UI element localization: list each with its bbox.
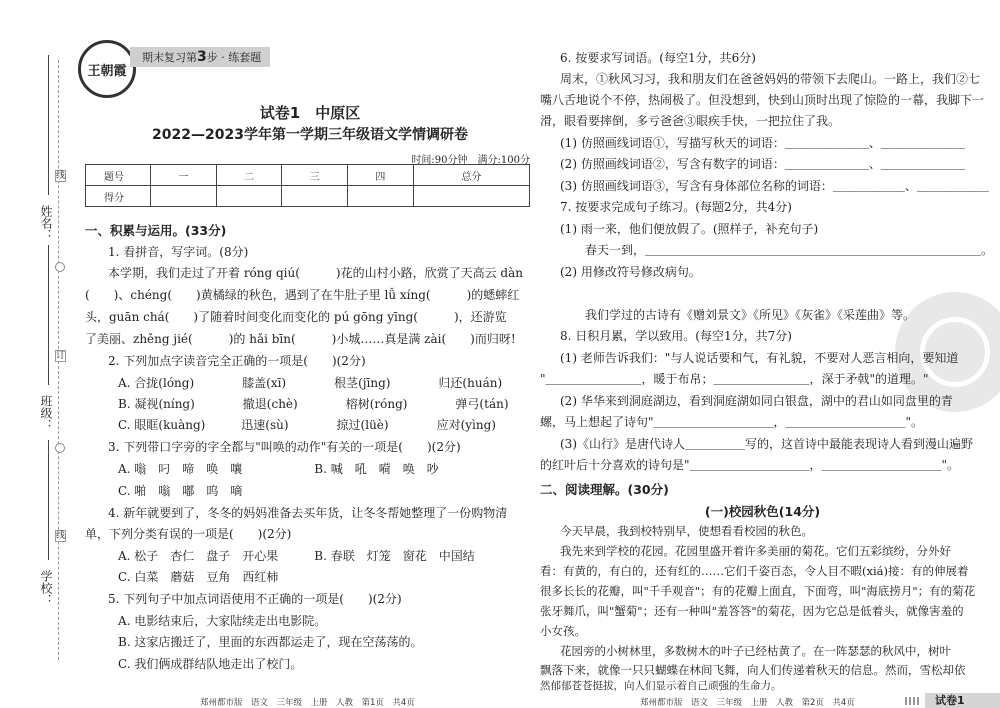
cut-mark: 线 xyxy=(56,171,66,181)
score-table-score-row: 得分 xyxy=(86,186,530,207)
q6-passage: 周末，①秋风习习，我和朋友们在爸爸妈妈的带领下去爬山。一路上，我们②七 xyxy=(560,72,981,86)
reading-line: 小女孩。 xyxy=(540,624,586,638)
class-line xyxy=(48,245,49,385)
reading-line: 然郁郁苍苍挺拔，向人们显示着自己顽强的生命力。 xyxy=(540,680,782,692)
name-label: 姓名： xyxy=(39,205,53,241)
q3-option-c: C. 啪 嗡 嘟 呜 嘀 xyxy=(118,484,243,498)
tab-stripes xyxy=(905,697,919,705)
q1-line: 本学期，我们走过了开着 róng qiú( )花的山村小路，欣赏了天高云 dàn xyxy=(108,266,523,280)
exam-tab: 试卷1 xyxy=(925,693,1000,708)
reading-line: 花园旁的小树林里，多数树木的叶子已经枯黄了。在一阵瑟瑟的秋风中，树叶 xyxy=(560,644,951,658)
score-cell[interactable] xyxy=(216,186,282,207)
q6-passage: 嘴八舌地说个不停，热闹极了。但没想到，快到山顶时出现了惊险的一幕，我脚下一 xyxy=(540,93,985,107)
q2-option-b: B. 凝视(níng) 撤退(chè) 榕树(róng) 弹弓(tán) xyxy=(118,397,509,411)
q2-option-a: A. 合拢(lóng) 膝盖(xī) 根茎(jīng) 归还(huán) xyxy=(118,376,503,390)
q5-option-c: C. 我们俩成群结队地走出了校门。 xyxy=(118,657,303,671)
class-label: 班级： xyxy=(39,395,53,431)
q6-sub1: (1) 仿照画线词语①，写描写秋天的词语：＿＿＿＿＿＿＿、＿＿＿＿＿＿＿ xyxy=(560,136,965,150)
name-line xyxy=(48,55,49,195)
q6-sub2: (2) 仿照画线词语②，写含有数字的词语：＿＿＿＿＿＿＿、＿＿＿＿＿＿＿ xyxy=(560,157,965,171)
footer-right: 郑州都市版 语文 三年级 上册 人教 第2页 共4页 xyxy=(640,698,855,708)
binding-hole xyxy=(55,262,65,272)
binding-hole xyxy=(55,443,65,453)
q2-option-c: C. 眼眶(kuàng) 迅速(sù) 掠过(lüè) 应对(yìng) xyxy=(118,418,496,432)
q7-sub1-answer: 春天一到，＿＿＿＿＿＿＿＿＿＿＿＿＿＿＿＿＿＿＿＿＿＿＿＿＿＿＿＿。 xyxy=(585,243,994,257)
score-cell[interactable] xyxy=(413,186,529,207)
section-two-heading: 二、阅读理解。(30分) xyxy=(540,482,669,497)
cut-mark: 订 xyxy=(56,351,66,361)
paper-title: 试卷1 中原区 xyxy=(259,104,361,122)
brand-logo: 王朝霞 xyxy=(78,40,136,98)
cut-mark: 线 xyxy=(56,531,66,541)
score-table-header-row: 题号 一 二 三 四 总分 xyxy=(86,165,530,186)
q8-sub1-blanks: "＿＿＿＿＿＿＿＿，暖于布帛；＿＿＿＿＿＿＿＿，深于矛戟"的道理。" xyxy=(540,372,929,386)
question-4: 4. 新年就要到了，冬冬的妈妈准备去买年货，让冬冬帮她整理了一份购物清 xyxy=(108,506,508,520)
reading-title: (一)校园秋色(14分) xyxy=(704,504,821,519)
q4-line: 单，下列分类有误的一项是( )(2分) xyxy=(85,527,292,541)
q8-sub1: (1) 老师告诉我们："与人说话要和气，有礼貌，不要对人恶言相向，要知道 xyxy=(560,351,959,365)
q7-sub1: (1) 雨一来，他们便放假了。(照样子，补充句子) xyxy=(560,222,819,236)
q8-sub2: (2) 华华来到洞庭湖边，看到洞庭湖如同白银盘，湖中的君山如同盘里的青 xyxy=(560,394,953,408)
q6-sub3: (3) 仿照画线词语③，写含有身体部位名称的词语：＿＿＿＿＿＿、＿＿＿＿＿＿ xyxy=(560,179,989,193)
q3-options-ab: A. 嗡 叼 啼 唤 嚷 B. 喊 吼 嗬 唤 吵 xyxy=(118,462,439,476)
score-table xyxy=(85,164,530,207)
question-3: 3. 下列带口字旁的字全都与"叫唤的动作"有关的一项是( )(2分) xyxy=(108,440,461,454)
q7-sub2: (2) 用修改符号修改病句。 xyxy=(560,265,701,279)
q7-sick-sentence: 我们学过的古诗有《赠刘景文》《所见》《灰雀》《采莲曲》等。 xyxy=(585,308,916,322)
reading-line: 今天早晨，我到校特别早，使想看看校园的秋色。 xyxy=(560,524,813,538)
binding-strip xyxy=(0,0,68,708)
school-label: 学校： xyxy=(39,570,53,606)
q6-passage: 滑，眼看要摔倒，多亏爸爸③眼疾手快，一把拉住了我。 xyxy=(540,114,841,128)
banner: 期末复习第3步 · 练套题 xyxy=(130,47,270,67)
q1-line: 了美丽、zhěng jié( )的 hǎi bīn( )小城……真是满 zài( )而归呀! xyxy=(85,332,516,346)
q4-option-c: C. 白菜 蘑菇 豆角 西红柿 xyxy=(118,570,279,584)
question-2: 2. 下列加点字读音完全正确的一项是( )(2分) xyxy=(108,354,366,368)
score-cell[interactable] xyxy=(151,186,217,207)
q8-sub3: (3)《山行》是唐代诗人＿＿＿＿＿写的，这首诗中最能表现诗人看到漫山遍野 xyxy=(560,437,974,451)
q5-option-a: A. 电影结束后，大家陆续走出电影院。 xyxy=(118,614,327,628)
time-info: 时间:90分钟 满分:100分 xyxy=(411,155,530,166)
reading-line: 我先来到学校的花园。花园里盛开着许多美丽的菊花。它们五彩缤纷，分外好 xyxy=(560,544,951,558)
q1-line: 头，guān chá( )了随着时间变化而变化的 pú gōng yīng( )，还游览 xyxy=(85,310,507,324)
question-1: 1. 看拼音，写字词。(8分) xyxy=(108,245,249,259)
q8-sub2-blanks: 螺，马上想起了诗句"＿＿＿＿＿＿＿＿＿＿，＿＿＿＿＿＿＿＿＿＿"。 xyxy=(540,415,924,429)
reading-line: 张牙舞爪，叫"蟹菊"；还有一种叫"羞答答"的菊花，因为它总是低着头，就像害羞的 xyxy=(540,604,964,618)
score-cell[interactable] xyxy=(282,186,348,207)
reading-line: 看：有黄的，有白的，还有红的……它们千姿百态，令人目不暇(xiá)接：有的伸展着 xyxy=(540,564,969,578)
question-8: 8. 日积月累，学以致用。(每空1分，共7分) xyxy=(560,329,792,343)
question-6: 6. 按要求写词语。(每空1分，共6分) xyxy=(560,51,756,65)
question-5: 5. 下列句子中加点词语使用不正确的一项是( )(2分) xyxy=(108,592,402,606)
footer-left: 郑州都市版 语文 三年级 上册 人教 第1页 共4页 xyxy=(200,698,415,708)
question-7: 7. 按要求完成句子练习。(每题2分，共4分) xyxy=(560,200,792,214)
section-one-heading: 一、积累与运用。(33分) xyxy=(85,223,227,238)
reading-line: 飘落下来，就像一只只蝴蝶在林间飞舞，向人们传递着秋天的信息。然而，雪松却依 xyxy=(540,663,966,677)
q4-options-ab: A. 松子 杏仁 盘子 开心果 B. 春联 灯笼 窗花 中国结 xyxy=(118,549,475,563)
score-cell[interactable] xyxy=(348,186,414,207)
reading-line: 很多长长的花瓣，叫"千手观音"；有的花瓣上面直，下面弯，叫"海底捞月"；有的菊花 xyxy=(540,584,976,598)
q8-sub3-blanks: 的红叶后十分喜欢的诗句是"＿＿＿＿＿＿＿＿＿＿，＿＿＿＿＿＿＿＿＿＿"。 xyxy=(540,458,960,472)
school-line xyxy=(48,440,49,560)
q5-option-b: B. 这家店搬迁了，里面的东西都运走了，现在空荡荡的。 xyxy=(118,635,423,649)
q1-line: ( )、chéng( )黄橘绿的秋色，遇到了在牛肚子里 lǚ xíng( )的蟋蟀红 xyxy=(85,288,520,302)
paper-subtitle: 2022—2023学年第一学期三年级语文学情调研卷 xyxy=(152,127,468,143)
